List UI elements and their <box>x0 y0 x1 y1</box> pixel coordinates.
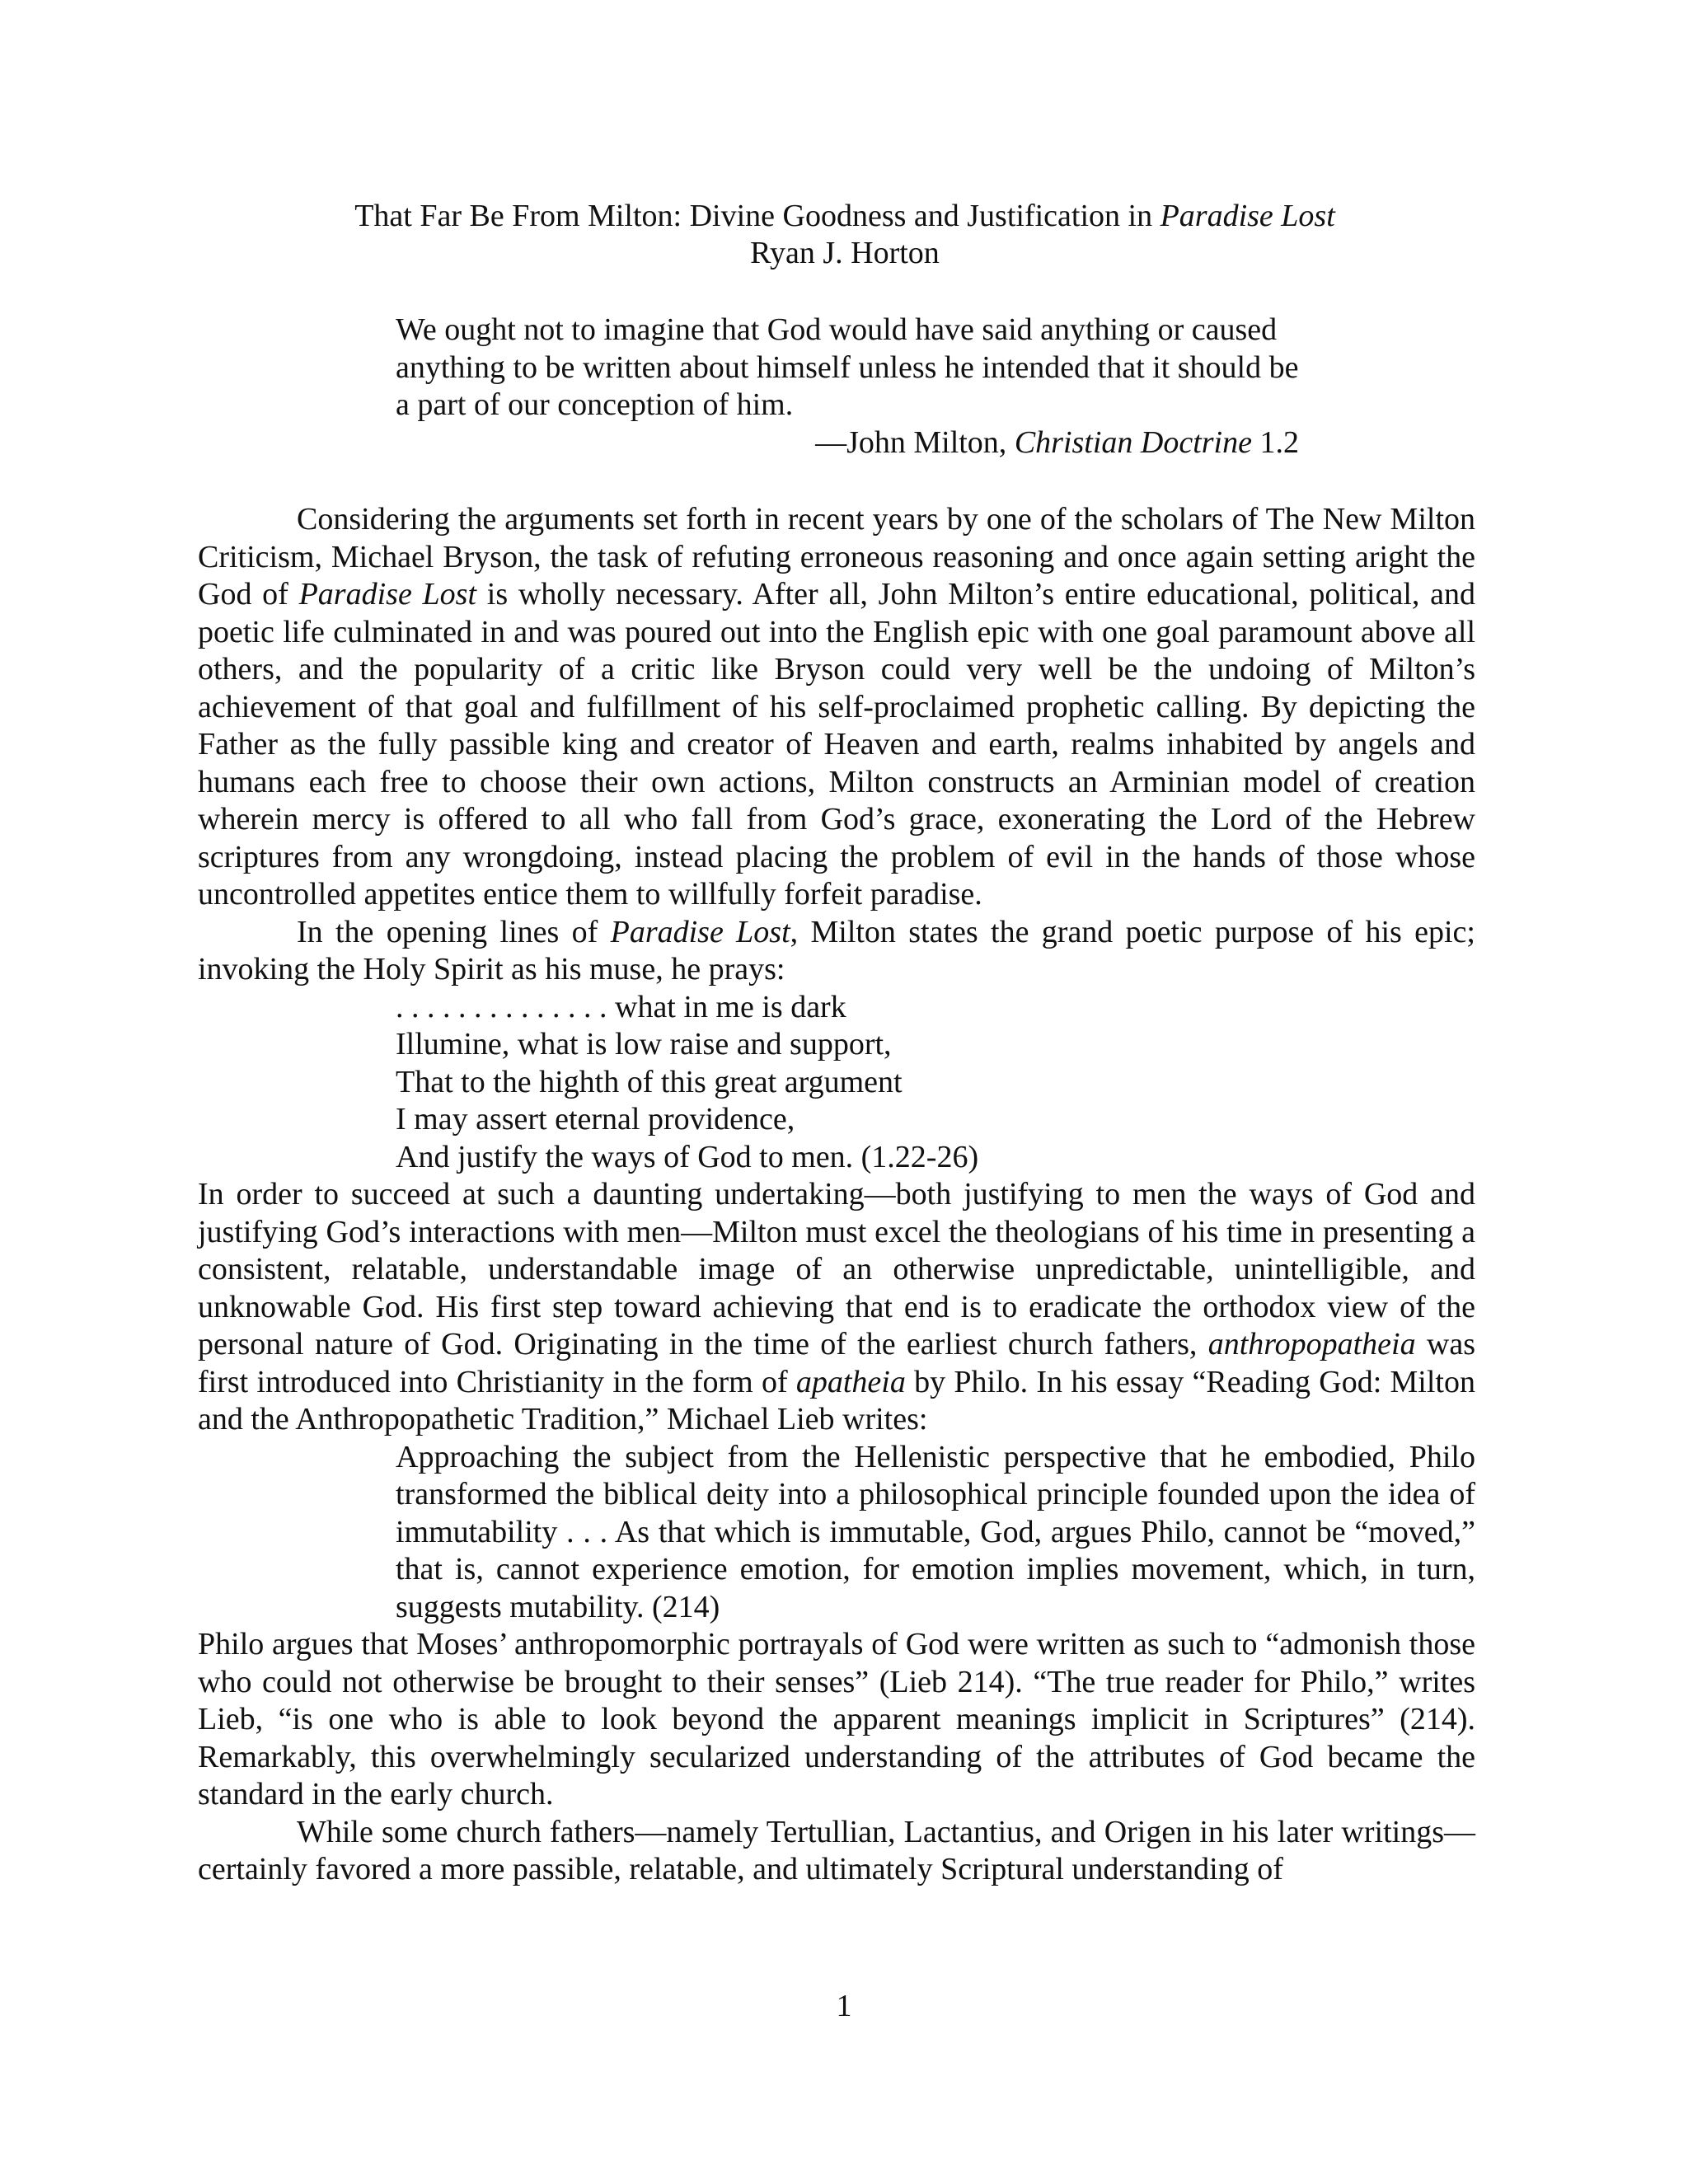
epigraph-attribution <box>396 424 1311 462</box>
verse-quotation <box>396 989 1475 1177</box>
author-name: Ryan J. Horton <box>750 236 940 270</box>
paragraph-2-text-a: In the opening lines of <box>297 914 611 949</box>
paragraph-2-text-c: , Milton states the grand poetic purpose of his epic; invoking the Holy Spirit as his muse, he prays: <box>198 914 1475 987</box>
paragraph-3-text-c: was first introduced into Christianity in the form of <box>198 1327 1475 1399</box>
block-quotation: Approaching the subject from the Hellenistic perspective that he embodied, Philo transformed the biblical deity into a philosophical principle founded upon the idea of immutability . . . As that which is immutable, God, argues Philo, cannot be “moved,” that is, cannot experience emotion, for emotion implies movement, which, in turn, suggests mutability. (214) <box>396 1439 1475 1624</box>
paragraph-1-text-c: is wholly necessary. After all, John Milton’s entire educational, political, and poetic life culminated in and was poured out into the English epic with one goal paramount above all others, and the popularity of a critic like Bryson could very well be the undoing of Milton’s achievement of that goal and fulfillment of his self-proclaimed prophetic calling. By depicting the Father as the fully passible king and creator of Heaven and earth, realms inhabited by angels and humans each free to choose their own actions, Milton constructs an Arminian model of creation wherein mercy is offered to all who fall from God’s grace, exonerating the Lord of the Hebrew scriptures from any wrongdoing, instead placing the problem of evil in the hands of those whose uncontrolled appetites entice them to willfully forfeit paradise. <box>198 577 1475 912</box>
verse-line: . . . . . . . . . . . . . . what in me is dark <box>396 989 846 1024</box>
page-number: 1 <box>836 1989 852 2023</box>
title-italic-text: Paradise Lost <box>1160 199 1335 233</box>
body-text <box>198 501 1475 1889</box>
paragraph-1-italic: Paradise Lost <box>298 577 477 612</box>
epigraph-text: We ought not to imagine that God would have said anything or caused anything to be written about himself unless he intended that it should be a part of our conception of him. <box>396 312 1299 422</box>
paragraph-3-text-e: by Philo. In his essay “Reading God: Milton and the Anthropopathetic Tradition,” Michael Lieb writes: <box>198 1364 1475 1436</box>
paragraph-3-italic-d: apatheia <box>795 1364 906 1399</box>
verse-line: Illumine, what is low raise and support, <box>396 1027 892 1062</box>
attribution-work: Christian Doctrine <box>1014 424 1252 460</box>
attribution-author: —John Milton, <box>815 424 1015 460</box>
verse-line: And justify the ways of God to men. (1.22-26) <box>396 1139 979 1174</box>
verse-line: I may assert eternal providence, <box>396 1102 795 1137</box>
paragraph-3 <box>198 1176 1475 1439</box>
epigraph <box>396 312 1311 462</box>
paragraph-2 <box>198 914 1475 989</box>
paragraph-1 <box>198 501 1475 914</box>
paragraph-5: While some church fathers—namely Tertullian, Lactantius, and Origen in his later writings—certainly favored a more passible, relatable, and ultimately Scriptural understanding of <box>198 1814 1475 1886</box>
paragraph-4: Philo argues that Moses’ anthropomorphic portrayals of God were written as such to “admonish those who could not otherwise be brought to their senses” (Lieb 214). “The true reader for Philo,” writes Lieb, “is one who is able to look beyond the apparent meanings implicit in Scriptures” (214). Remarkably, this overwhelmingly secularized understanding of the attributes of God became the standard in the early church. <box>198 1627 1475 1811</box>
paragraph-3-italic-b: anthropopatheia <box>1207 1327 1416 1361</box>
verse-line: That to the highth of this great argument <box>396 1064 903 1099</box>
title-block <box>198 198 1492 272</box>
attribution-citation: 1.2 <box>1252 424 1299 460</box>
title-text: That Far Be From Milton: Divine Goodness and Justification in <box>354 199 1160 233</box>
paragraph-3-text-a: In order to succeed at such a daunting undertaking—both justifying to men the ways of God and justifying God’s interactions with men—Milton must excel the theologians of his time in presenting a consistent, relatable, understandable image of an otherwise unpredictable, unintelligible, and unknowable God. His first step toward achieving that end is to eradicate the orthodox view of the personal nature of God. Originating in the time of the earliest church fathers, <box>198 1177 1475 1361</box>
paper-title <box>198 198 1492 235</box>
paragraph-1-text-a: Considering the arguments set forth in recent years by one of the scholars of The New Milton Criticism, Michael Bryson, the task of refuting erroneous reasoning and once again setting aright the God of <box>198 502 1475 612</box>
paragraph-2-italic: Paradise Lost <box>610 914 790 949</box>
